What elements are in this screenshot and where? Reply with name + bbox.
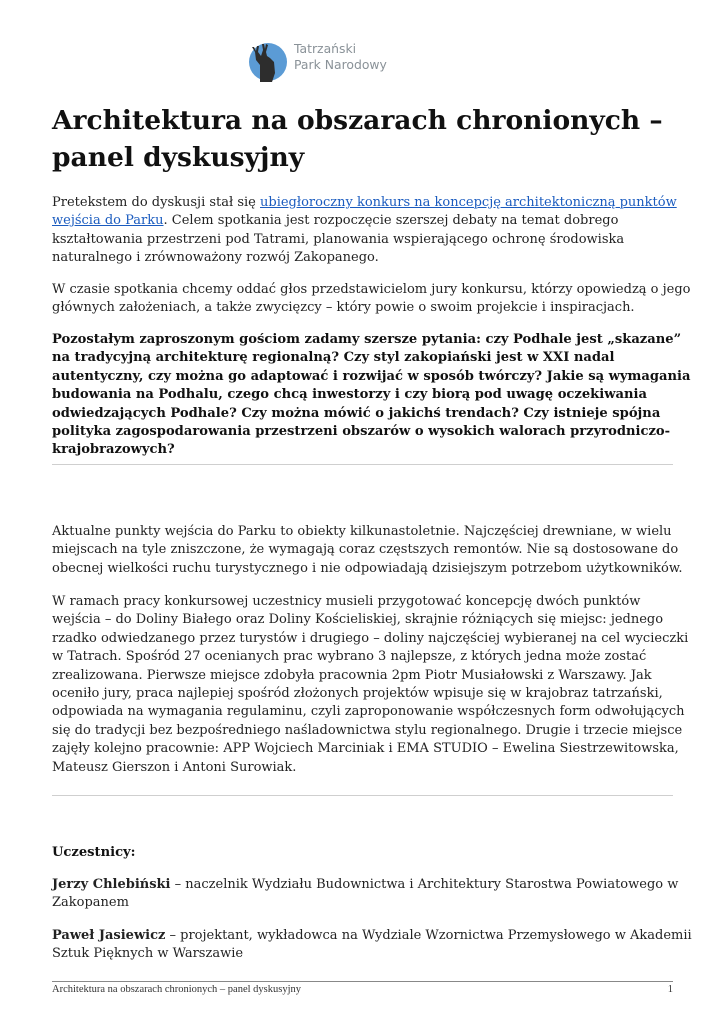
deer-silhouette-icon bbox=[246, 38, 290, 82]
footer-divider bbox=[52, 981, 673, 982]
section-divider bbox=[52, 795, 673, 796]
intro-paragraph bbox=[52, 194, 692, 268]
footer-title: Architektura na obszarach chronionych – panel dyskusyjny bbox=[52, 984, 302, 995]
questions-paragraph: Pozostałym zaproszonym gościom zadamy szersze pytania: czy Podhale jest „skazane” na tradycyjną architekturę regionalną? Czy styl zakopiański jest w XXI nadal autentyczny, czy można go adaptować i rozwijać w sposób twórczy? Jakie są wymagania budowania na Podhalu, czego chcą inwestorzy i czy biorą pod uwagę oczekiwania odwiedzających Podhale? Czy można mówić o jakichś trendach? Czy istnieje spójna polityka zagospodarowania przestrzeni obszarów o wysokich walorach przyrodniczo-krajobrazowych? bbox=[52, 332, 691, 458]
competition-link[interactable]: ubiegłoroczny konkurs na koncepcję architektoniczną punktów wejścia do Parku bbox=[52, 195, 677, 229]
logo-wordmark bbox=[294, 41, 444, 73]
participant-item bbox=[52, 927, 692, 964]
section-divider bbox=[52, 464, 673, 465]
meeting-paragraph: W czasie spotkania chcemy oddać głos przedstawicielom jury konkursu, którzy opowiedzą o jego głównych założeniach, a także zwycięzcy – który powie o swoim projekcie i inspiracjach. bbox=[52, 282, 691, 316]
participant-desc: – naczelnik Wydziału Budownictwa i Architektury Starostwa Powiatowego w Zakopanem bbox=[52, 877, 679, 911]
participant-item bbox=[52, 876, 692, 913]
logo-line1: Tatrzański bbox=[294, 41, 357, 56]
participant-name: Jerzy Chlebiński bbox=[52, 877, 171, 892]
participant-desc: – projektant, wykładowca na Wydziale Wzornictwa Przemysłowego w Akademii Sztuk Pięknych w Warszawie bbox=[52, 928, 692, 962]
page-title: Architektura na obszarach chronionych – panel dyskusyjny bbox=[52, 105, 663, 173]
logo-line2: Park Narodowy bbox=[294, 57, 387, 72]
intro-after-link: . Celem spotkania jest rozpoczęcie szerszej debaty na temat dobrego kształtowania przestrzeni pod Tatrami, planowania wspierającego ochronę środowiska naturalnego i zrównoważony rozwój Zakopanego. bbox=[52, 213, 625, 266]
intro-before-link: Pretekstem do dyskusji stał się bbox=[52, 195, 261, 210]
competition-paragraph: W ramach pracy konkursowej uczestnicy musieli przygotować koncepcję dwóch punktów wejścia – do Doliny Białego oraz Doliny Kościeliskiej, skrajnie różniących się miejsc: jednego rzadko odwiedzanego przez turystów i drugiego – doliny najczęściej wybieranej na cel wycieczki w Tatrach. Spośród 27 ocenianych prac wybrano 3 najlepsze, z których jedna może zostać zrealizowana. Pierwsze miejsce zdobyła pracownia 2pm Piotr Musiałowski z Warszawy. Jak oceniło jury, praca najlepiej spośród złożonych projektów wpisuje się w krajobraz tatrzański, odpowiada na wymagania regulaminu, czyli zaproponowanie współczesnych form odwołujących się do tradycji bez bezpośredniego naśladownictwa stylu regionalnego. Drugie i trzecie miejsce zajęły kolejno pracownie: APP Wojciech Marciniak i EMA STUDIO – Ewelina Siestrzewitowska, Mateusz Gierszon i Antoni Surowiak. bbox=[52, 594, 689, 775]
participant-name: Paweł Jasiewicz bbox=[52, 928, 166, 943]
participants-heading: Uczestnicy: bbox=[52, 845, 136, 860]
page-number: 1 bbox=[667, 984, 673, 995]
entry-points-paragraph: Aktualne punkty wejścia do Parku to obiekty kilkunastoletnie. Najczęściej drewniane, w wielu miejscach na tyle zniszczone, że wymagają coraz częstszych remontów. Nie są dostosowane do obecnej wielkości ruchu turystycznego i nie odpowiadają dzisiejszym potrzebom użytkowników. bbox=[52, 524, 683, 576]
